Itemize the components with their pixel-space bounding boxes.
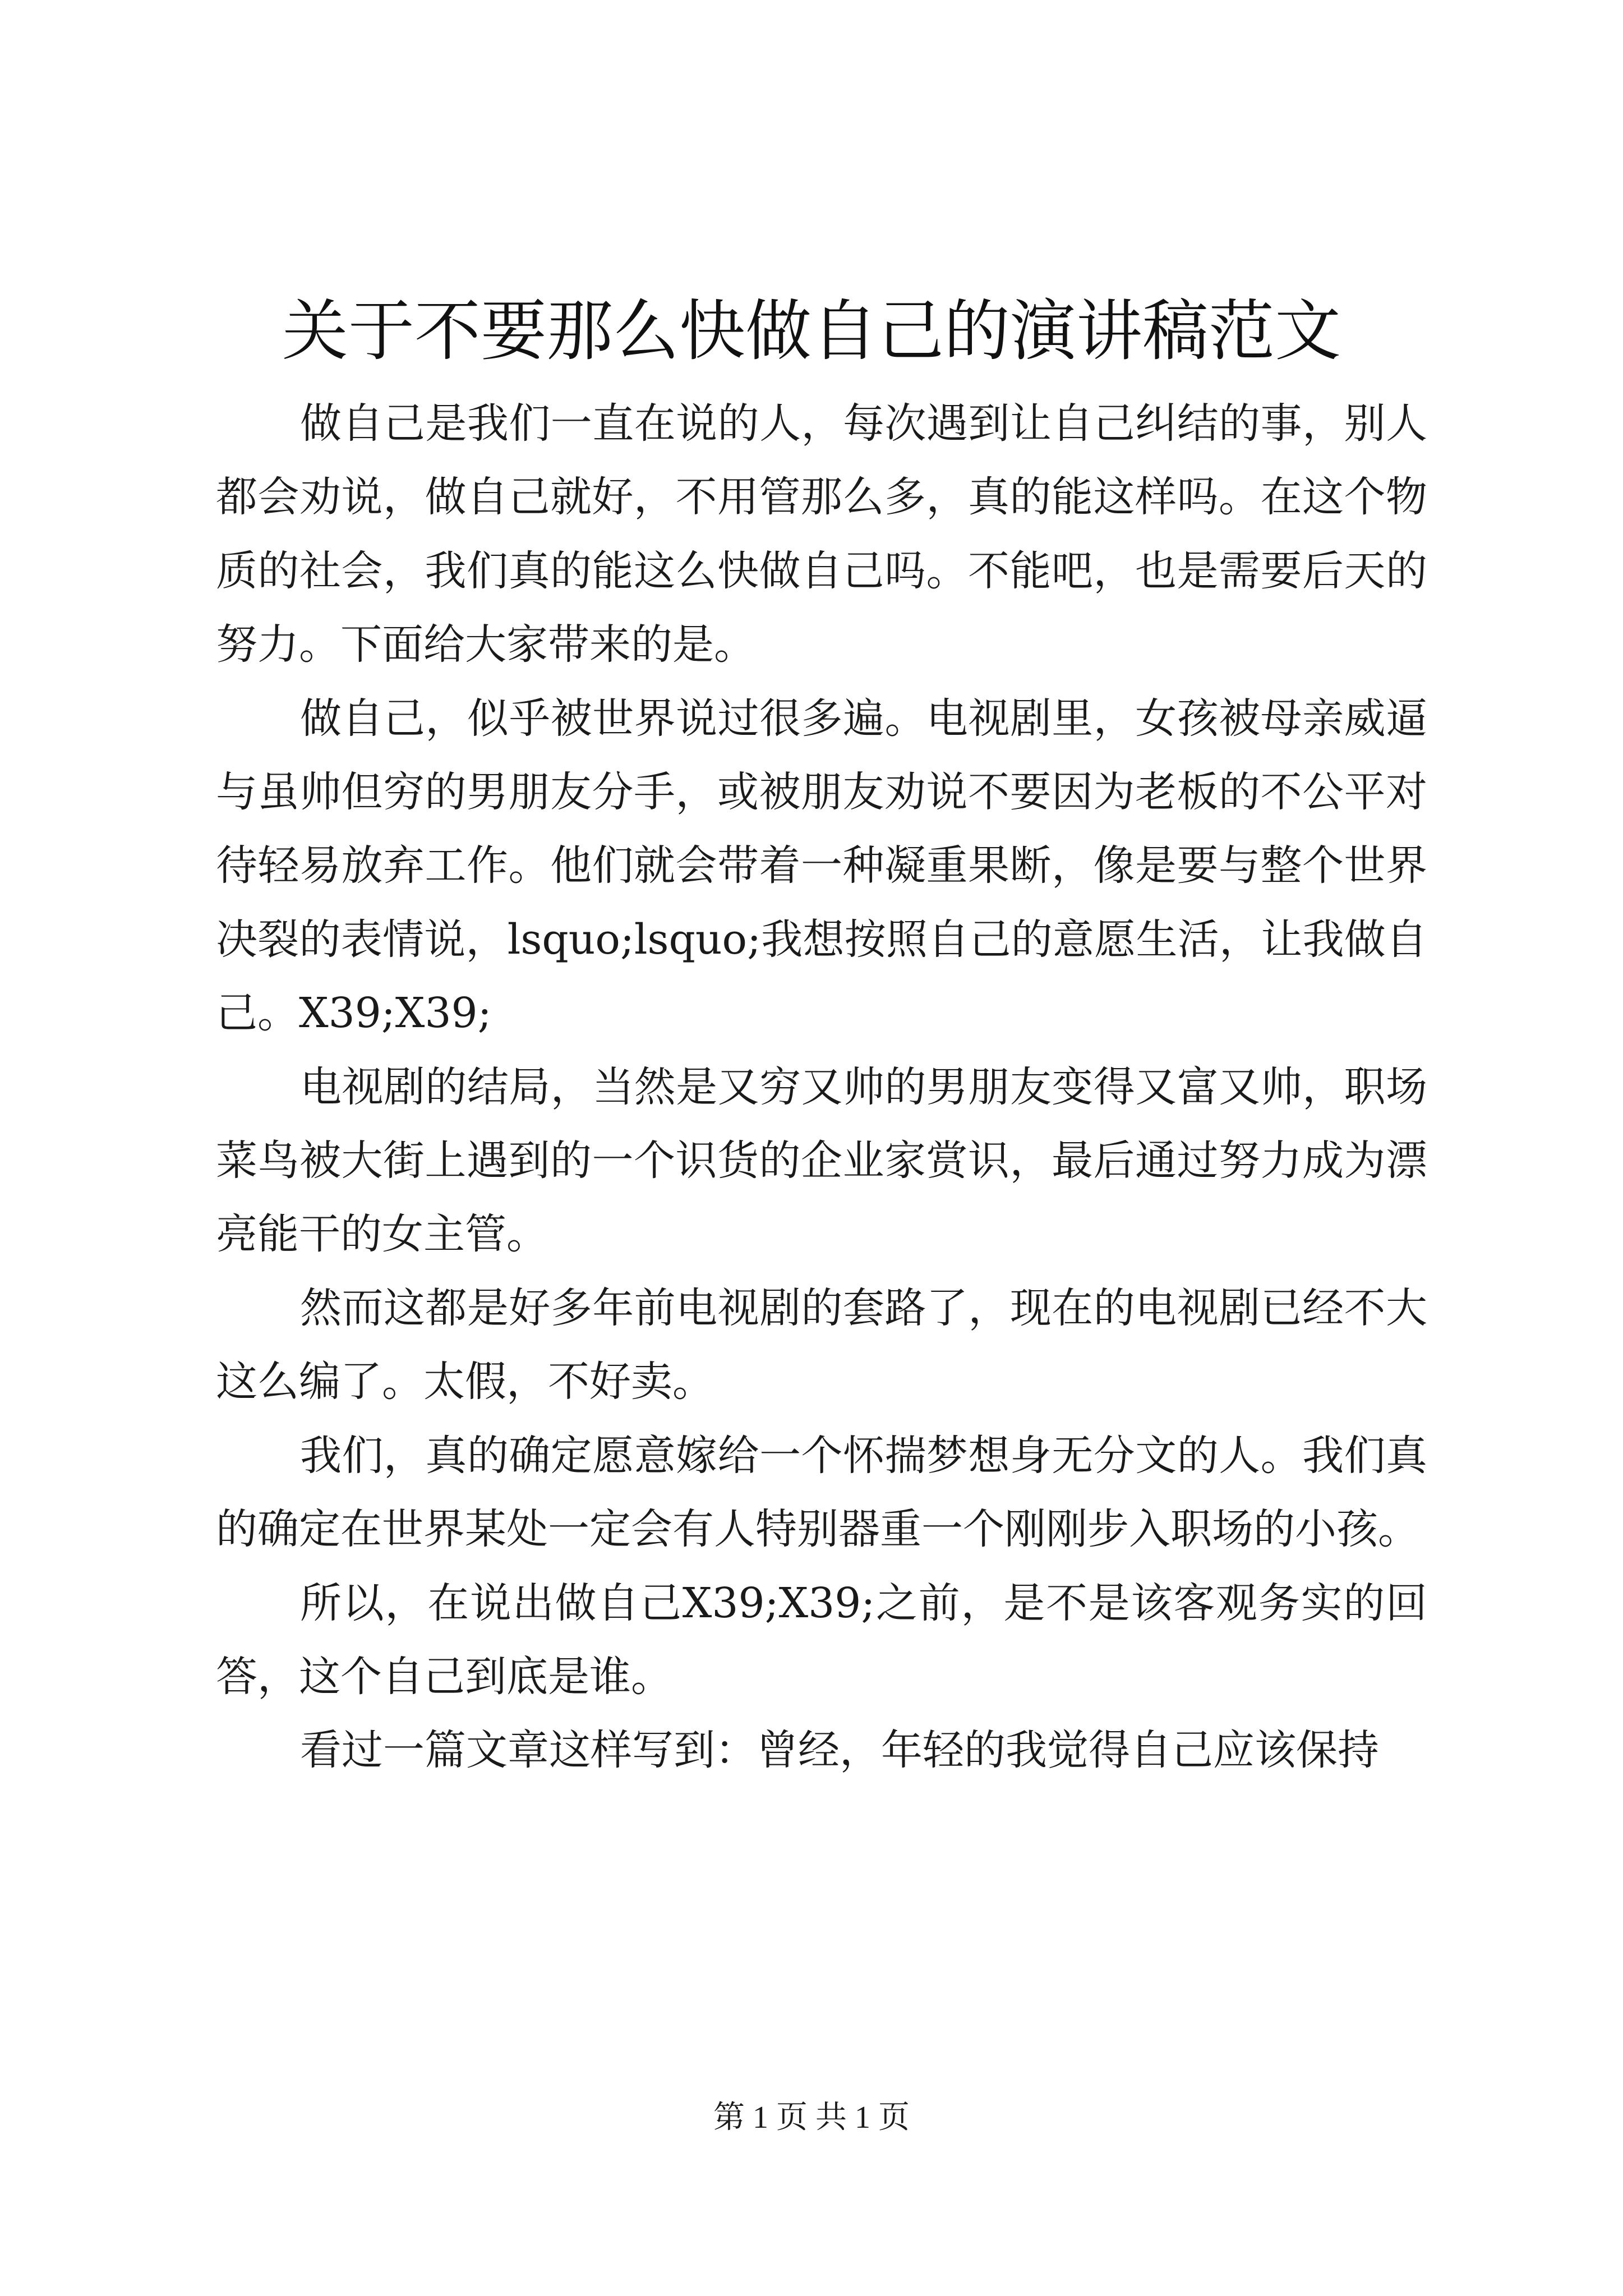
document-title: 关于不要那么快做自己的演讲稿范文	[282, 292, 1341, 370]
paragraph: 看过一篇文章这样写到：曾经，年轻的我觉得自己应该保持	[300, 1726, 1379, 1775]
paragraph: 我们，真的确定愿意嫁给一个怀揣梦想身无分文的人。我们真的确定在世界某处一定会有人特别器重一个刚刚步入职场的小孩。	[216, 1431, 1427, 1554]
document-body	[216, 387, 1427, 1788]
paragraph: 然而这都是好多年前电视剧的套路了，现在的电视剧已经不大这么编了。太假，不好卖。	[216, 1283, 1427, 1406]
paragraph: 做自己，似乎被世界说过很多遍。电视剧里，女孩被母亲威逼与虽帅但穷的男朋友分手，或被朋友劝说不要因为老板的不公平对待轻易放弃工作。他们就会带着一种凝重果断，像是要与整个世界决裂的表情说，lsquo;lsquo;我想按照自己的意愿生活，让我做自己。X39;X39;	[216, 694, 1427, 1038]
page-footer: 第 1 页 共 1 页	[713, 2100, 910, 2135]
paragraph: 电视剧的结局，当然是又穷又帅的男朋友变得又富又帅，职场菜鸟被大街上遇到的一个识货的企业家赏识，最后通过努力成为漂亮能干的女主管。	[216, 1062, 1427, 1259]
paragraph: 所以，在说出做自己X39;X39;之前，是不是该客观务实的回答，这个自己到底是谁。	[216, 1579, 1427, 1701]
paragraph: 做自己是我们一直在说的人，每次遇到让自己纠结的事，别人都会劝说，做自己就好，不用管那么多，真的能这样吗。在这个物质的社会，我们真的能这么快做自己吗。不能吧，也是需要后天的努力。下面给大家带来的是。	[216, 399, 1427, 669]
